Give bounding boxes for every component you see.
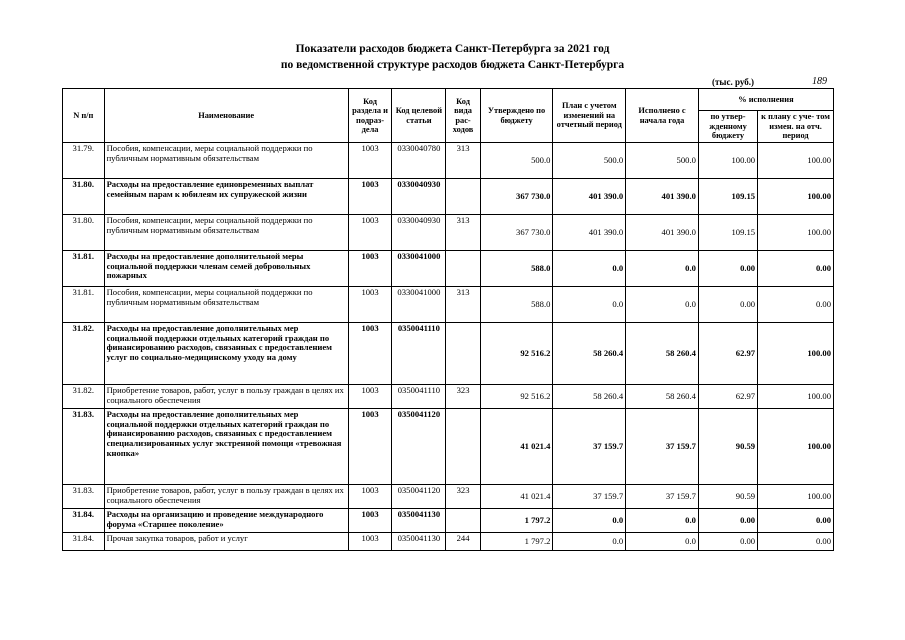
cell-vid (446, 251, 480, 287)
cell-vid: 313 (446, 143, 480, 179)
cell-n: 31.79. (63, 143, 105, 179)
cell-statya: 0350041130 (392, 509, 446, 533)
cell-name: Пособия, компенсации, меры социальной поддержки по публичным нормативным обязательствам (104, 143, 348, 179)
cell-razdel: 1003 (348, 385, 392, 409)
table-row (63, 409, 834, 485)
cell-statya: 0330041000 (392, 251, 446, 287)
cell-isp: 401 390.0 (626, 215, 699, 251)
budget-table (62, 88, 834, 551)
table-row (63, 509, 834, 533)
cell-razdel: 1003 (348, 323, 392, 385)
cell-name: Приобретение товаров, работ, услуг в пользу граждан в целях их социального обеспечения (104, 385, 348, 409)
cell-plan: 0.0 (553, 251, 626, 287)
cell-plan: 58 260.4 (553, 323, 626, 385)
cell-pct-plan: 0.00 (758, 509, 834, 533)
table-body (63, 143, 834, 551)
cell-pct-utv: 0.00 (698, 533, 757, 551)
cell-n: 31.81. (63, 287, 105, 323)
cell-pct-utv: 0.00 (698, 287, 757, 323)
cell-pct-utv: 100.00 (698, 143, 757, 179)
cell-pct-plan: 100.00 (758, 215, 834, 251)
cell-plan: 0.0 (553, 509, 626, 533)
cell-name: Расходы на предоставление дополнительной меры социальной поддержки членам семей добровольных пожарных (104, 251, 348, 287)
cell-pct-plan: 0.00 (758, 251, 834, 287)
cell-razdel: 1003 (348, 485, 392, 509)
cell-pct-plan: 100.00 (758, 143, 834, 179)
cell-isp: 0.0 (626, 287, 699, 323)
cell-isp: 58 260.4 (626, 323, 699, 385)
cell-razdel: 1003 (348, 409, 392, 485)
cell-plan: 401 390.0 (553, 179, 626, 215)
cell-utv: 92 516.2 (480, 323, 553, 385)
header-n: N п/п (63, 89, 105, 143)
cell-plan: 37 159.7 (553, 485, 626, 509)
cell-plan: 401 390.0 (553, 215, 626, 251)
cell-utv: 588.0 (480, 287, 553, 323)
cell-statya: 0350041130 (392, 533, 446, 551)
cell-vid: 244 (446, 533, 480, 551)
cell-n: 31.82. (63, 323, 105, 385)
cell-isp: 37 159.7 (626, 485, 699, 509)
table-row (63, 533, 834, 551)
cell-name: Пособия, компенсации, меры социальной поддержки по публичным нормативным обязательствам (104, 215, 348, 251)
cell-pct-plan: 100.00 (758, 409, 834, 485)
header-razdel: Код раздела и подраз- дела (348, 89, 392, 143)
table-row (63, 143, 834, 179)
cell-name: Расходы на предоставление дополнительных мер социальной поддержки отдельных категорий граждан по финансированию расходов, связанных с предоставлением специализированных услуг экстренной помощи «тревожная кнопка» (104, 409, 348, 485)
cell-plan: 37 159.7 (553, 409, 626, 485)
cell-vid (446, 409, 480, 485)
cell-statya: 0330041000 (392, 287, 446, 323)
cell-utv: 92 516.2 (480, 385, 553, 409)
cell-pct-utv: 90.59 (698, 409, 757, 485)
cell-utv: 1 797.2 (480, 509, 553, 533)
cell-pct-utv: 90.59 (698, 485, 757, 509)
cell-name: Пособия, компенсации, меры социальной поддержки по публичным нормативным обязательствам (104, 287, 348, 323)
cell-pct-utv: 0.00 (698, 509, 757, 533)
cell-vid: 313 (446, 215, 480, 251)
cell-n: 31.80. (63, 179, 105, 215)
cell-pct-plan: 100.00 (758, 485, 834, 509)
cell-plan: 0.0 (553, 287, 626, 323)
cell-plan: 0.0 (553, 533, 626, 551)
cell-razdel: 1003 (348, 251, 392, 287)
cell-pct-plan: 100.00 (758, 179, 834, 215)
cell-n: 31.84. (63, 509, 105, 533)
cell-pct-utv: 109.15 (698, 215, 757, 251)
report-title-line2: по ведомственной структуре расходов бюджета Санкт-Петербурга (280, 59, 625, 71)
cell-statya: 0350041120 (392, 409, 446, 485)
header-pct-plan: к плану с уче- том измен. на отч. период (758, 111, 834, 143)
cell-utv: 367 730.0 (480, 179, 553, 215)
cell-vid (446, 323, 480, 385)
cell-pct-utv: 0.00 (698, 251, 757, 287)
table-row (63, 179, 834, 215)
cell-utv: 1 797.2 (480, 533, 553, 551)
cell-statya: 0330040780 (392, 143, 446, 179)
cell-n: 31.82. (63, 385, 105, 409)
table-row (63, 323, 834, 385)
table-row (63, 385, 834, 409)
cell-isp: 37 159.7 (626, 409, 699, 485)
table-row (63, 251, 834, 287)
cell-statya: 0350041110 (392, 385, 446, 409)
header-plan: План с учетом изменений на отчетный период (553, 89, 626, 143)
cell-pct-plan: 0.00 (758, 533, 834, 551)
cell-plan: 500.0 (553, 143, 626, 179)
header-statya: Код целевой статьи (392, 89, 446, 143)
cell-pct-plan: 0.00 (758, 287, 834, 323)
cell-razdel: 1003 (348, 215, 392, 251)
cell-isp: 0.0 (626, 509, 699, 533)
page-number: 189 (812, 76, 827, 87)
table-row (63, 287, 834, 323)
cell-name: Расходы на организацию и проведение международного форума «Старшее поколение» (104, 509, 348, 533)
cell-n: 31.81. (63, 251, 105, 287)
header-pct: % исполнения (698, 89, 833, 111)
cell-isp: 0.0 (626, 533, 699, 551)
cell-razdel: 1003 (348, 143, 392, 179)
cell-razdel: 1003 (348, 287, 392, 323)
report-title-line1: Показатели расходов бюджета Санкт-Петербурга за 2021 год (295, 43, 610, 55)
cell-isp: 500.0 (626, 143, 699, 179)
header-utv: Утверждено по бюджету (480, 89, 553, 143)
cell-statya: 0330040930 (392, 215, 446, 251)
cell-statya: 0330040930 (392, 179, 446, 215)
cell-razdel: 1003 (348, 509, 392, 533)
cell-utv: 588.0 (480, 251, 553, 287)
cell-isp: 0.0 (626, 251, 699, 287)
cell-razdel: 1003 (348, 533, 392, 551)
cell-n: 31.80. (63, 215, 105, 251)
cell-plan: 58 260.4 (553, 385, 626, 409)
cell-vid (446, 509, 480, 533)
cell-utv: 367 730.0 (480, 215, 553, 251)
table-row (63, 485, 834, 509)
cell-vid: 323 (446, 485, 480, 509)
cell-razdel: 1003 (348, 179, 392, 215)
cell-utv: 41 021.4 (480, 409, 553, 485)
cell-n: 31.83. (63, 409, 105, 485)
cell-pct-utv: 109.15 (698, 179, 757, 215)
cell-pct-utv: 62.97 (698, 323, 757, 385)
header-isp: Исполнено с начала года (626, 89, 699, 143)
cell-name: Расходы на предоставление дополнительных мер социальной поддержки отдельных категорий граждан по финансированию расходов, связанных с предоставлением услуг по социально-медицинскому уходу на дому (104, 323, 348, 385)
header-name: Наименование (104, 89, 348, 143)
cell-isp: 401 390.0 (626, 179, 699, 215)
cell-vid: 323 (446, 385, 480, 409)
header-vid: Код вида рас- ходов (446, 89, 480, 143)
cell-name: Расходы на предоставление единовременных выплат семейным парам к юбилеям их супружеской жизни (104, 179, 348, 215)
cell-statya: 0350041120 (392, 485, 446, 509)
table-row (63, 215, 834, 251)
cell-utv: 500.0 (480, 143, 553, 179)
cell-pct-utv: 62.97 (698, 385, 757, 409)
cell-utv: 41 021.4 (480, 485, 553, 509)
cell-vid: 313 (446, 287, 480, 323)
cell-n: 31.84. (63, 533, 105, 551)
cell-statya: 0350041110 (392, 323, 446, 385)
cell-vid (446, 179, 480, 215)
units-label: (тыс. руб.) (712, 77, 754, 87)
cell-name: Прочая закупка товаров, работ и услуг (104, 533, 348, 551)
cell-pct-plan: 100.00 (758, 385, 834, 409)
cell-n: 31.83. (63, 485, 105, 509)
cell-name: Приобретение товаров, работ, услуг в пользу граждан в целях их социального обеспечения (104, 485, 348, 509)
cell-isp: 58 260.4 (626, 385, 699, 409)
header-pct-utv: по утвер- жденному бюджету (698, 111, 757, 143)
cell-pct-plan: 100.00 (758, 323, 834, 385)
